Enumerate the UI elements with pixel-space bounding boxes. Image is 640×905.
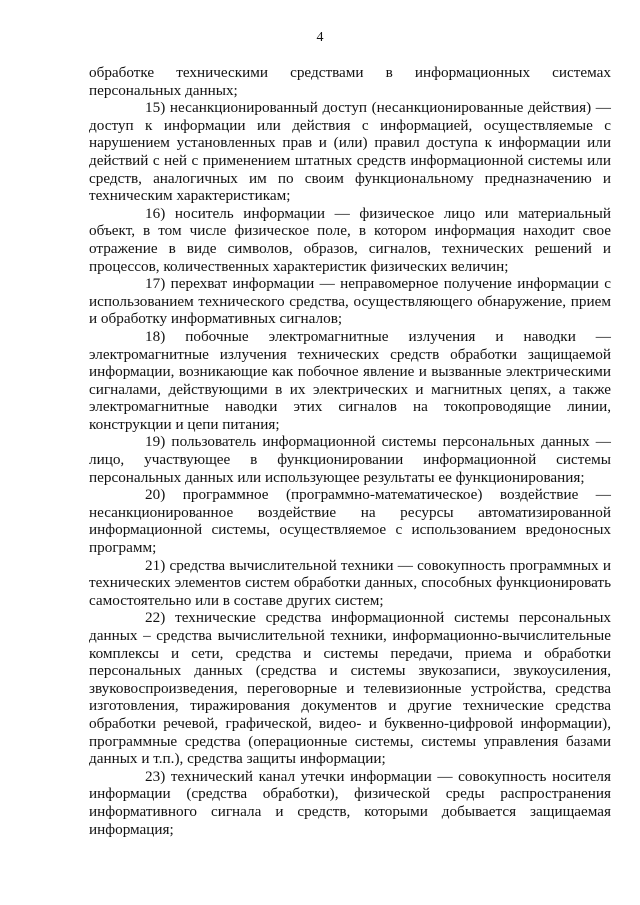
definition-21-computing-equipment: 21) средства вычислительной техники — совокупность программных и технических элементов систем обработки данных, способных функционировать самостоятельно или в составе других систем; (89, 556, 611, 609)
definition-16-information-carrier: 16) носитель информации — физическое лицо или материальный объект, в том числе физическое поле, в котором информация находит свое отражение в виде символов, образов, сигналов, технических решений и процессов, количественных характеристик физических величин; (89, 204, 611, 275)
definition-18-side-emissions: 18) побочные электромагнитные излучения и наводки — электромагнитные излучения технических средств обработки защищаемой информации, возникающие как побочное явление и вызванные электрическими сигналами, действующими в их электрических и магнитных цепях, а также электромагнитные наводки этих сигналов на токопроводящие линии, конструкции и цепи питания; (89, 327, 611, 433)
page-number: 4 (316, 30, 324, 45)
definition-20-software-impact: 20) программное (программно-математическое) воздействие — несанкционированное воздействие на ресурсы автоматизированной информационной системы, осуществляемое с использованием вредоносных программ; (89, 486, 611, 557)
definition-19-system-user: 19) пользователь информационной системы персональных данных — лицо, участвующее в функционировании информационной системы персональных данных или использующее результаты ее функционирования; (89, 433, 611, 486)
paragraph-continuation: обработке техническими средствами в информационных системах персональных данных; (89, 64, 611, 99)
definition-23-leakage-channel: 23) технический канал утечки информации — совокупность носителя информации (средства обработки), физической среды распространения информативного сигнала и средств, которыми добывается защищаемая информация; (89, 767, 611, 838)
definition-17-interception: 17) перехват информации — неправомерное получение информации с использованием технического средства, осуществляющего обнаружение, прием и обработку информативных сигналов; (89, 275, 611, 328)
document-body (89, 64, 611, 838)
definition-15-unauthorized-access: 15) несанкционированный доступ (несанкционированные действия) — доступ к информации или действия с информацией, осуществляемые с нарушением установленных прав и (или) правил доступа к информации или действий с ней с применением штатных средств информационной системы или средств, аналогичных им по своим функциональному предназначению и техническим характеристикам; (89, 99, 611, 205)
definition-22-technical-means: 22) технические средства информационной системы персональных данных – средства вычислительной техники, информационно-вычислительные комплексы и сети, средства и системы передачи, приема и обработки персональных данных (средства и системы звукозаписи, звукоусиления, звуковоспроизведения, переговорные и телевизионные устройства, средства изготовления, тиражирования документов и другие технические средства обработки речевой, графической, видео- и буквенно-цифровой информации), программные средства (операционные системы, системы управления базами данных и т.п.), средства защиты информации; (89, 609, 611, 768)
